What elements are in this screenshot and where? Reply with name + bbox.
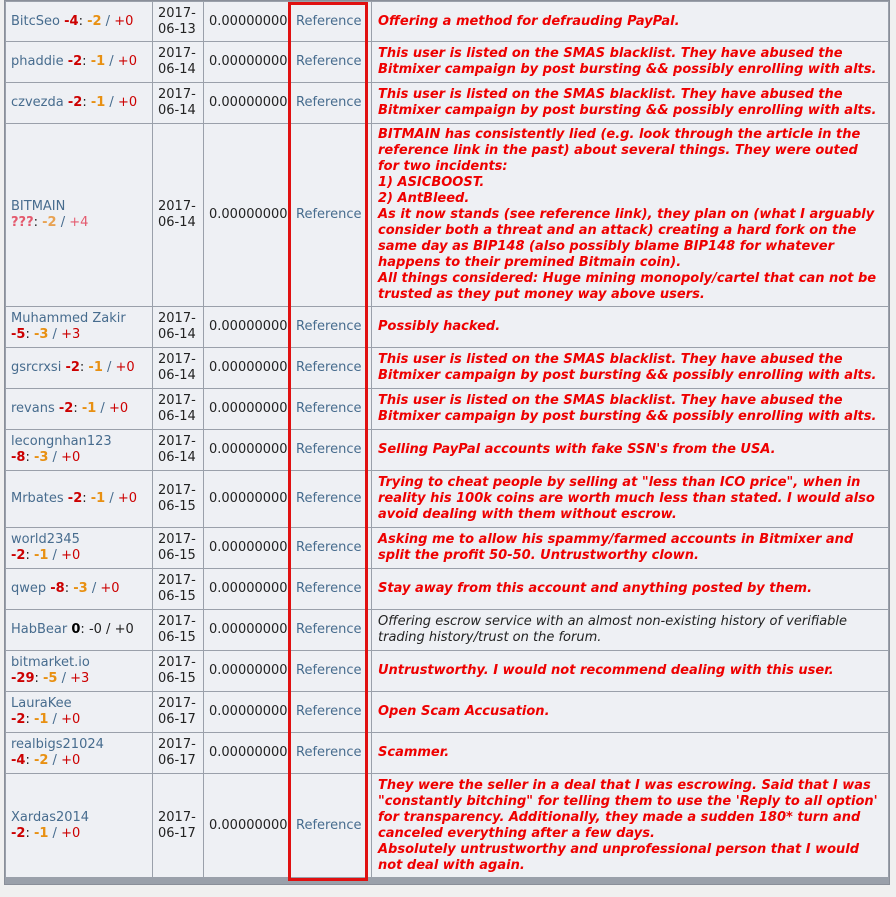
trust-score-value: -2 (65, 360, 80, 375)
trust-positive-count: +3 (70, 671, 90, 686)
risked-amount-cell: 0.00000000 (204, 651, 290, 691)
trust-negative-count: -1 (90, 95, 106, 110)
trust-score-value: -2 (58, 401, 74, 416)
reference-cell (291, 2, 371, 41)
date-cell: 2017-06-15 (153, 651, 203, 691)
date-cell: 2017-06-14 (153, 83, 203, 123)
user-cell (6, 42, 152, 82)
reference-link[interactable]: Reference (296, 704, 362, 719)
reference-cell (291, 83, 371, 123)
date-cell: 2017-06-15 (153, 569, 203, 609)
date-cell: 2017-06-15 (153, 471, 203, 527)
user-cell (6, 348, 152, 388)
trust-score-value: -2 (67, 54, 83, 69)
trust-score-value: -2 (11, 825, 26, 841)
trust-score: -2: -1 / +0 (11, 712, 81, 727)
reference-cell (291, 774, 371, 877)
trust-negative-count: -3 (33, 327, 49, 342)
table-row (6, 528, 888, 568)
reference-link[interactable]: Reference (296, 581, 362, 596)
reference-link[interactable]: Reference (296, 540, 362, 555)
reference-cell (291, 471, 371, 527)
trust-positive-count: +0 (117, 54, 137, 69)
reference-link[interactable]: Reference (296, 491, 362, 506)
trust-negative-count: -1 (90, 491, 106, 506)
reference-link[interactable]: Reference (296, 54, 362, 69)
table-row (6, 83, 888, 123)
risked-amount-cell: 0.00000000 (204, 569, 290, 609)
user-cell (6, 471, 152, 527)
reference-link[interactable]: Reference (296, 13, 362, 29)
user-link[interactable]: czvezda (11, 95, 64, 110)
risked-amount-cell: 0.00000000 (204, 348, 290, 388)
trust-positive-count: +0 (115, 360, 135, 375)
reference-link[interactable]: Reference (296, 95, 362, 110)
table-row (6, 348, 888, 388)
comment-cell: This user is listed on the SMAS blacklist. They have abused the Bitmixer campaign by post bursting && possibly enrolling with alts. (372, 348, 888, 388)
risked-amount-cell: 0.00000000 (204, 430, 290, 470)
trust-negative-count: -2 (33, 753, 49, 768)
trust-negative-count: -2 (87, 13, 102, 29)
trust-feedback-table (5, 1, 889, 878)
reference-cell (291, 528, 371, 568)
trust-negative-count: -3 (33, 450, 49, 465)
reference-link[interactable]: Reference (296, 360, 362, 375)
trust-positive-count: +0 (61, 450, 81, 465)
comment-cell: This user is listed on the SMAS blacklist. They have abused the Bitmixer campaign by post bursting && possibly enrolling with alts. (372, 83, 888, 123)
comment-cell: Asking me to allow his spammy/farmed accounts in Bitmixer and split the profit 50-50. Untrustworthy clown. (372, 528, 888, 568)
trust-positive-count: +0 (117, 491, 138, 506)
user-cell (6, 692, 152, 732)
trust-negative-count: -1 (33, 825, 49, 841)
table-row (6, 42, 888, 82)
user-link[interactable]: world2345 (11, 532, 80, 547)
trust-score: -5: -3 / +3 (11, 327, 81, 342)
date-cell: 2017-06-14 (153, 124, 203, 306)
trust-score: ???: -2 / +4 (11, 215, 89, 230)
trust-negative-count: -1 (90, 54, 106, 69)
user-cell (6, 2, 152, 41)
table-row (6, 307, 888, 347)
trust-score-value: 0 (71, 622, 81, 637)
user-cell (6, 307, 152, 347)
comment-cell: Stay away from this account and anything posted by them. (372, 569, 888, 609)
reference-link[interactable]: Reference (296, 622, 362, 637)
trust-negative-count: -5 (43, 671, 58, 686)
reference-cell (291, 42, 371, 82)
reference-link[interactable]: Reference (296, 207, 362, 222)
trust-score-value: ??? (11, 215, 34, 230)
date-cell: 2017-06-14 (153, 307, 203, 347)
trust-score: -2: -1 / +0 (11, 548, 81, 563)
user-cell (6, 389, 152, 429)
user-link[interactable]: qwep (11, 581, 47, 596)
user-link[interactable]: Mrbates (11, 491, 64, 506)
risked-amount-cell: 0.00000000 (204, 389, 290, 429)
table-row (6, 610, 888, 650)
trust-score: -2: -1 / +0 (58, 401, 129, 416)
reference-link[interactable]: Reference (296, 663, 362, 678)
trust-score-value: -29 (11, 671, 35, 686)
table-row (6, 124, 888, 306)
trust-score-value: -2 (11, 712, 26, 727)
trust-positive-count: +0 (114, 622, 134, 637)
comment-cell: This user is listed on the SMAS blacklist. They have abused the Bitmixer campaign by post bursting && possibly enrolling with alts. (372, 42, 888, 82)
reference-cell (291, 651, 371, 691)
trust-positive-count: +0 (61, 753, 81, 768)
bottom-strip (0, 885, 896, 897)
reference-link[interactable]: Reference (296, 817, 362, 833)
trust-negative-count: -1 (81, 401, 97, 416)
trust-score: -8: -3 / +0 (50, 581, 120, 596)
comment-cell: Selling PayPal accounts with fake SSN's from the USA. (372, 430, 888, 470)
user-link[interactable]: bitmarket.io (11, 655, 90, 670)
reference-cell (291, 569, 371, 609)
trust-score-value: -4 (11, 753, 26, 768)
reference-link[interactable]: Reference (296, 401, 362, 416)
date-cell: 2017-06-15 (153, 528, 203, 568)
trust-negative-count: -2 (42, 215, 57, 230)
reference-link[interactable]: Reference (296, 319, 362, 334)
trust-negative-count: -3 (73, 581, 88, 596)
comment-cell: Offering escrow service with an almost non-existing history of verifiable trading history/trust on the forum. (372, 610, 888, 650)
trust-score-value: -8 (50, 581, 65, 596)
date-cell: 2017-06-14 (153, 389, 203, 429)
user-link[interactable]: phaddie (11, 54, 64, 69)
table-row (6, 774, 888, 877)
user-link[interactable]: gsrcrxsi (11, 360, 62, 375)
user-link[interactable]: realbigs21024 (11, 737, 104, 752)
comment-cell: This user is listed on the SMAS blacklist. They have abused the Bitmixer campaign by post bursting && possibly enrolling with alts. (372, 389, 888, 429)
trust-score: 0: -0 / +0 (71, 622, 134, 637)
risked-amount-cell: 0.00000000 (204, 2, 290, 41)
reference-cell (291, 430, 371, 470)
reference-cell (291, 733, 371, 773)
table-row (6, 692, 888, 732)
trust-positive-count: +0 (108, 401, 129, 416)
user-cell (6, 733, 152, 773)
reference-link[interactable]: Reference (296, 745, 362, 760)
user-link[interactable]: revans (11, 401, 55, 416)
user-link[interactable]: BITMAIN (11, 199, 66, 214)
user-cell (6, 774, 152, 877)
comment-cell: Untrustworthy. I would not recommend dealing with this user. (372, 651, 888, 691)
table-row (6, 2, 888, 41)
trust-positive-count: +4 (69, 215, 89, 230)
trust-negative-count: -1 (33, 712, 49, 727)
date-cell: 2017-06-14 (153, 42, 203, 82)
trust-score: -4: -2 / +0 (11, 753, 81, 768)
date-cell: 2017-06-13 (153, 2, 203, 41)
user-link[interactable]: Xardas2014 (11, 809, 90, 825)
user-cell (6, 610, 152, 650)
comment-cell: They were the seller in a deal that I was escrowing. Said that I was "constantly bitching" for telling them to use the 'Reply to all option' for transparency. Additionally, they made a sudden 180* turn and canceled everything after a few days. Absolutely untrustworthy and unprofessional person that I would not deal with again. (372, 774, 888, 877)
user-cell (6, 124, 152, 306)
trust-feedback-panel (4, 0, 890, 885)
user-link[interactable]: Muhammed Zakir (11, 311, 126, 326)
reference-link[interactable]: Reference (296, 442, 362, 457)
table-row (6, 471, 888, 527)
trust-score: -8: -3 / +0 (11, 450, 81, 465)
risked-amount-cell: 0.00000000 (204, 733, 290, 773)
comment-cell: Open Scam Accusation. (372, 692, 888, 732)
trust-score: -4: -2 / +0 (64, 13, 134, 29)
trust-positive-count: +0 (61, 548, 81, 563)
trust-negative-count: -1 (88, 360, 103, 375)
risked-amount-cell: 0.00000000 (204, 124, 290, 306)
risked-amount-cell: 0.00000000 (204, 774, 290, 877)
trust-score-value: -2 (67, 491, 83, 506)
user-link[interactable]: BitcSeo (11, 13, 60, 29)
comment-cell: BITMAIN has consistently lied (e.g. look through the article in the reference link in the past) about several things. They were outed for two incidents: 1) ASICBOOST. 2) AntBleed. As it now stands (see reference link), they plan on (what I arguably consider both a threat and an attack) creating a hard fork on the same day as BIP148 (also possibly blame BIP148 for whatever happens to their premined Bitmain coin). All things considered: Huge mining monopoly/cartel that can not be trusted as they put money way above users. (372, 124, 888, 306)
trust-positive-count: +0 (100, 581, 120, 596)
comment-cell: Scammer. (372, 733, 888, 773)
risked-amount-cell: 0.00000000 (204, 83, 290, 123)
reference-cell (291, 610, 371, 650)
date-cell: 2017-06-15 (153, 610, 203, 650)
trust-positive-count: +0 (61, 712, 81, 727)
trust-positive-count: +0 (61, 825, 81, 841)
risked-amount-cell: 0.00000000 (204, 307, 290, 347)
user-cell (6, 651, 152, 691)
user-link[interactable]: LauraKee (11, 696, 72, 711)
trust-score: -2: -1 / +0 (67, 54, 137, 69)
trust-score-value: -5 (11, 327, 26, 342)
reference-cell (291, 389, 371, 429)
trust-positive-count: +0 (117, 95, 138, 110)
table-row (6, 430, 888, 470)
table-row (6, 651, 888, 691)
risked-amount-cell: 0.00000000 (204, 692, 290, 732)
comment-cell: Offering a method for defrauding PayPal. (372, 2, 888, 41)
comment-cell: Possibly hacked. (372, 307, 888, 347)
date-cell: 2017-06-17 (153, 774, 203, 877)
user-link[interactable]: HabBear (11, 622, 68, 637)
date-cell: 2017-06-17 (153, 692, 203, 732)
trust-score-value: -2 (67, 95, 83, 110)
user-cell (6, 528, 152, 568)
reference-cell (291, 307, 371, 347)
trust-score: -29: -5 / +3 (11, 671, 90, 686)
table-row (6, 733, 888, 773)
reference-cell (291, 348, 371, 388)
date-cell: 2017-06-17 (153, 733, 203, 773)
trust-negative-count: -1 (33, 548, 49, 563)
trust-score: -2: -1 / +0 (65, 360, 135, 375)
risked-amount-cell: 0.00000000 (204, 610, 290, 650)
trust-score-value: -4 (64, 13, 79, 29)
user-cell (6, 569, 152, 609)
user-cell (6, 430, 152, 470)
comment-cell: Trying to cheat people by selling at "less than ICO price", when in reality his 100k coins are worth much less than stated. I would also avoid dealing with them without escrow. (372, 471, 888, 527)
user-cell (6, 83, 152, 123)
risked-amount-cell: 0.00000000 (204, 528, 290, 568)
date-cell: 2017-06-14 (153, 348, 203, 388)
trust-score: -2: -1 / +0 (67, 491, 138, 506)
trust-positive-count: +3 (61, 327, 81, 342)
risked-amount-cell: 0.00000000 (204, 42, 290, 82)
table-row (6, 389, 888, 429)
user-link[interactable]: lecongnhan123 (11, 434, 112, 449)
trust-negative-count: -0 (88, 622, 102, 637)
trust-score: -2: -1 / +0 (11, 825, 81, 841)
date-cell: 2017-06-14 (153, 430, 203, 470)
trust-table-body (6, 2, 888, 877)
trust-positive-count: +0 (114, 13, 134, 29)
trust-score: -2: -1 / +0 (67, 95, 138, 110)
risked-amount-cell: 0.00000000 (204, 471, 290, 527)
reference-cell (291, 124, 371, 306)
table-row (6, 569, 888, 609)
reference-cell (291, 692, 371, 732)
trust-score-value: -8 (11, 450, 26, 465)
trust-score-value: -2 (11, 548, 26, 563)
